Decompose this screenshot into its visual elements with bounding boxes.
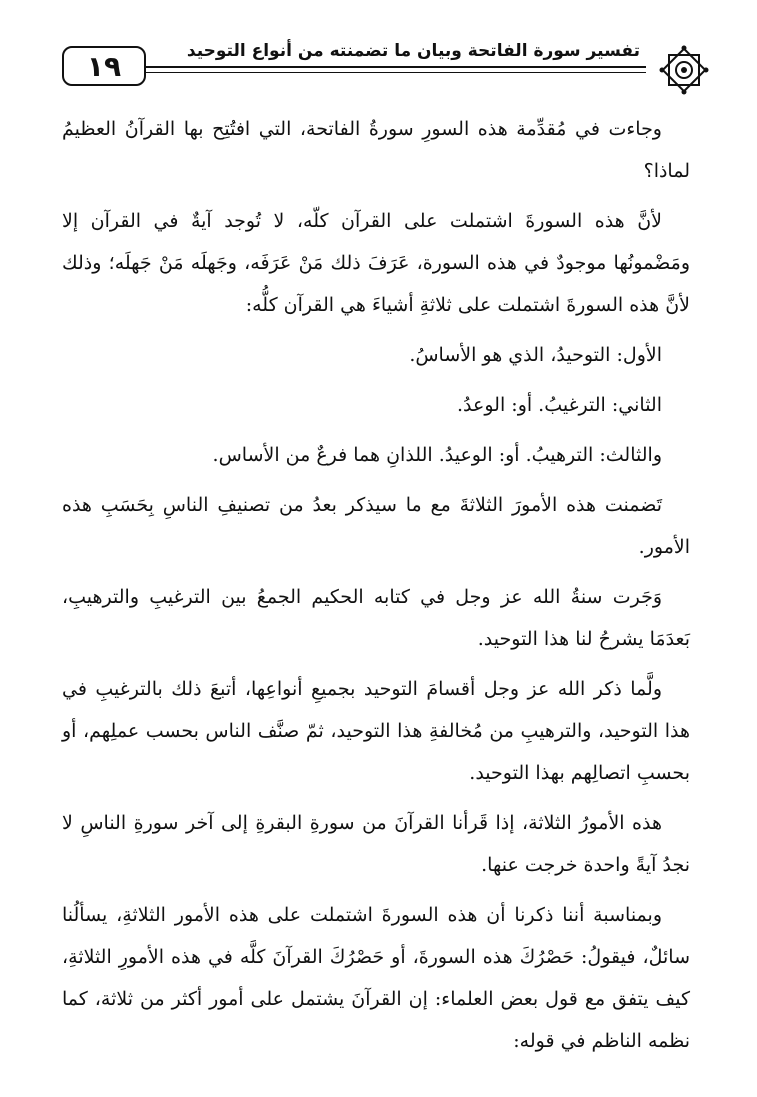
paragraph-summary: تَضمنت هذه الأمورَ الثلاثةَ مع ما سيذكر بعدُ من تصنيفِ الناسِ بِحَسَبِ هذه الأمور.: [62, 494, 690, 558]
eight-point-star-ornament-icon: [658, 44, 710, 96]
paragraph-reason: لأنَّ هذه السورةَ اشتملت على القرآن كلّه، لا تُوجد آيةٌ في القرآن إلا ومَضْمونُها موجودٌ في هذه السورة، عَرَفَ ذلك مَنْ عَرَفَه، وجَهلَه مَنْ جَهلَه؛ وذلك لأنَّ هذه السورةَ اشتملت على ثلاثةِ أشياءَ هي القرآن كلُّه:: [62, 210, 690, 316]
list-item-third: والثالث: الترهيبُ. أو: الوعيدُ. اللذانِ هما فرعٌ من الأساس.: [212, 444, 662, 466]
page-number: ١٩: [62, 46, 146, 86]
header-rule: [146, 66, 646, 68]
list-item-second: الثاني: الترغيبُ. أو: الوعدُ.: [457, 394, 662, 416]
list-item-first: الأول: التوحيدُ، الذي هو الأساسُ.: [409, 344, 662, 366]
running-title: تفسير سورة الفاتحة وبيان ما تضمنته من أنواع التوحيد: [181, 40, 646, 62]
page-header: [62, 40, 712, 104]
paragraph-tawhid: ولَّما ذكر الله عز وجل أقسامَ التوحيد بجميعِ أنواعِها، أتبعَ ذلك بالترغيبِ في هذا التوحيد، والترهيبِ من مُخالفةِ هذا التوحيد، ثمّ صنَّف الناس بحسب عملِهم، أو بحسبِ اتصالِهم بهذا التوحيد.: [62, 678, 690, 784]
paragraph-intro: وجاءت في مُقدِّمة هذه السورِ سورةُ الفاتحة، التي افتُتِح بها القرآنُ العظيمُ لماذا؟: [62, 118, 690, 182]
paragraph-question: وبمناسبة أننا ذكرنا أن هذه السورةَ اشتملت على هذه الأمور الثلاثةِ، يسألُنا سائلٌ، فيقولُ: حَصْرُكَ هذه السورةَ، أو حَصْرُكَ القرآنَ كلَّه في هذه الأمورِ الثلاثةِ، كيف يتفق مع قول بعض العلماء: إن القرآنَ يشتمل على أمور أكثر من ثلاثة، كما نظمه الناظم في قوله:: [62, 904, 690, 1052]
paragraph-three-matters: هذه الأمورُ الثلاثة، إذا قَرأنا القرآنَ من سورةِ البقرةِ إلى آخر سورةِ الناسِ لا نجدُ آيةً واحدة خرجت عنها.: [62, 812, 690, 876]
page-body: [62, 108, 690, 1062]
paragraph-sunnah: وَجَرت سنةُ الله عز وجل في كتابه الحكيم الجمعُ بين الترغيبِ والترهيبِ، بَعدَمَا يشرحُ لنا هذا التوحيد.: [62, 586, 690, 650]
header-rule-thin: [146, 72, 646, 73]
